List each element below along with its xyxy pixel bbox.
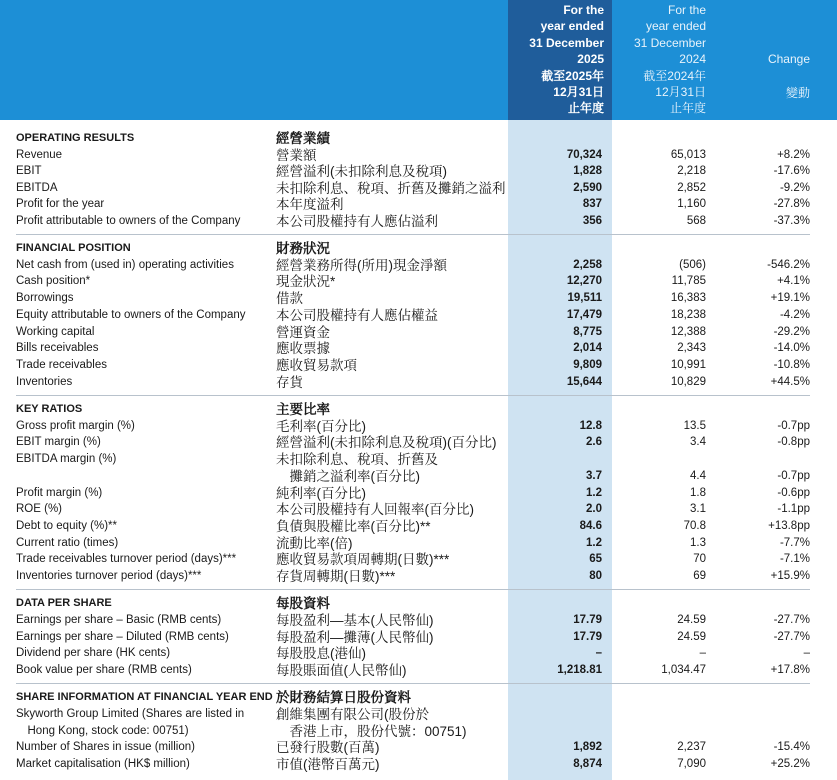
section-title-en: OPERATING RESULTS <box>16 132 135 144</box>
row-label-zh: 純利率(百分比) <box>276 485 366 501</box>
row-label-zh: 本公司股權持有人應佔權益 <box>276 307 438 323</box>
row-label-en: Debt to equity (%)** <box>16 519 117 532</box>
row-label-en: Trade receivables <box>16 358 107 371</box>
value-2024: 2,852 <box>677 181 706 194</box>
section-title-zh: 每股資料 <box>276 596 330 611</box>
table-row <box>0 273 837 290</box>
value-2025: 2,014 <box>573 342 602 355</box>
section-title-zh: 主要比率 <box>276 402 330 417</box>
value-2025: 70,324 <box>566 148 602 161</box>
value-2024: (506) <box>679 258 706 271</box>
value-2024: 70.8 <box>683 519 706 532</box>
row-label-zh: 本公司股權持有人應佔溢利 <box>276 214 438 229</box>
value-2024: 16,383 <box>670 292 706 305</box>
row-label-en: Profit for the year <box>16 198 105 211</box>
row-label-en: EBIT margin (%) <box>16 436 101 449</box>
row-label-zh: 應收票據 <box>276 341 330 357</box>
table-row <box>0 468 837 485</box>
row-label-en: Book value per share (RMB cents) <box>16 664 192 677</box>
row-label-zh: 已發行股數(百萬) <box>276 740 380 756</box>
value-change: -27.8% <box>773 198 810 211</box>
section-heading <box>0 689 837 706</box>
section-heading <box>0 130 837 147</box>
row-label-zh: 經營溢利(未扣除利息及稅項) <box>276 164 447 180</box>
value-2024: 2,237 <box>677 741 706 754</box>
row-label-en: Inventories turnover period (days)*** <box>16 570 202 582</box>
row-label-en: Inventories <box>16 375 73 388</box>
row-label-zh: 每股盈利—基本(人民幣仙) <box>276 612 434 628</box>
table-row <box>0 163 837 180</box>
row-label-en: Bills receivables <box>16 342 99 355</box>
value-change: -15.4% <box>773 741 810 754</box>
section-title-en: FINANCIAL POSITION <box>16 242 131 254</box>
row-label-en: Trade receivables turnover period (days)*** <box>16 553 237 566</box>
row-label-zh: 創維集團有限公司(股份於 <box>276 706 429 722</box>
value-2025: 1.2 <box>586 486 602 499</box>
value-2024: 2,218 <box>677 165 706 178</box>
row-label-en: Net cash from (used in) operating activities <box>16 258 234 271</box>
value-change: -0.8pp <box>777 436 810 449</box>
value-2024: 7,090 <box>677 758 706 771</box>
value-2024: 3.4 <box>690 436 706 449</box>
value-change: -27.7% <box>773 630 810 643</box>
row-label-zh: 本年度溢利 <box>276 197 344 213</box>
value-change: -7.1% <box>779 553 810 566</box>
row-label-zh: 未扣除利息、稅項、折舊及攤銷之溢利 <box>276 180 506 196</box>
row-label-en: Profit margin (%) <box>16 486 103 499</box>
value-2025: 12.8 <box>579 419 602 432</box>
row-label-en: EBITDA <box>16 181 58 194</box>
row-label-zh: 存貨 <box>276 374 303 390</box>
value-2025: 65 <box>589 553 602 566</box>
value-2025: 2.6 <box>586 436 602 449</box>
value-change: -7.7% <box>779 536 810 549</box>
value-2025: 2,590 <box>573 181 602 194</box>
row-label-zh: 營業額 <box>276 147 317 163</box>
section-heading <box>0 240 837 257</box>
value-2025: 8,775 <box>573 325 602 338</box>
row-label-en: Earnings per share – Diluted (RMB cents) <box>16 630 229 643</box>
section-title-zh: 於財務結算日股份資料 <box>276 690 411 705</box>
value-change: +25.2% <box>770 758 810 771</box>
row-label-en: Earnings per share – Basic (RMB cents) <box>16 613 222 626</box>
table-row <box>0 307 837 324</box>
table-row <box>0 196 837 213</box>
value-change: -27.7% <box>773 613 810 626</box>
value-2025: 17.79 <box>573 613 602 626</box>
table-row <box>0 518 837 535</box>
value-2024: 10,829 <box>670 375 706 388</box>
row-label-zh: 市值(港幣百萬元) <box>276 757 380 773</box>
value-2025: 8,874 <box>573 758 602 771</box>
value-2025: 15,644 <box>566 375 602 388</box>
value-change: +15.9% <box>770 570 810 582</box>
value-2024: 69 <box>693 570 706 582</box>
column-header-2024: For the year ended 31 December 2024 截至2024年 12月31日 止年度 <box>633 3 706 116</box>
value-2025: – <box>595 647 602 660</box>
value-2025: 2.0 <box>586 503 602 516</box>
row-label-zh: 攤銷之溢利率(百分比) <box>276 468 420 484</box>
value-2025: 3.7 <box>586 469 602 482</box>
row-label-zh: 每股股息(港仙) <box>276 646 366 662</box>
value-change: +17.8% <box>770 664 810 677</box>
row-label-zh: 存貨周轉期(日數)*** <box>276 569 396 584</box>
row-label-zh: 應收貿易款項周轉期(日數)*** <box>276 552 450 568</box>
value-change: -9.2% <box>779 181 810 194</box>
row-label-zh: 香港上市，股份代號：00751) <box>276 723 467 739</box>
value-change: -17.6% <box>773 165 810 178</box>
row-label-zh: 應收貿易款項 <box>276 357 357 373</box>
value-2024: 24.59 <box>677 630 706 643</box>
table-row <box>0 147 837 164</box>
value-2025: 19,511 <box>567 292 602 305</box>
row-label-en: ROE (%) <box>16 503 62 516</box>
row-label-en: Working capital <box>16 325 95 338</box>
section-title-en: SHARE INFORMATION AT FINANCIAL YEAR END <box>16 691 273 703</box>
value-2024: 11,785 <box>671 275 706 288</box>
value-change: -37.3% <box>773 215 810 227</box>
row-label-zh: 經營溢利(未扣除利息及稅項)(百分比) <box>276 435 497 451</box>
table-row <box>0 451 837 468</box>
value-2024: 13.5 <box>683 419 706 432</box>
row-label-en: Revenue <box>16 148 63 161</box>
row-label-zh: 本公司股權持有人回報率(百分比) <box>276 502 474 518</box>
row-label-en: Borrowings <box>16 292 74 305</box>
header-bar <box>0 0 508 120</box>
value-2025: 1,218.81 <box>557 664 602 677</box>
section-title-en: DATA PER SHARE <box>16 597 112 609</box>
section-title-zh: 經營業績 <box>276 131 330 146</box>
section-heading <box>0 595 837 612</box>
value-2024: 18,238 <box>670 308 706 321</box>
table-row <box>0 629 837 646</box>
section-divider <box>16 683 810 684</box>
table-row <box>0 290 837 307</box>
section-heading <box>0 401 837 418</box>
value-2024: 568 <box>686 215 706 227</box>
table-row <box>0 485 837 502</box>
value-2025: 17.79 <box>573 630 602 643</box>
value-2024: 3.1 <box>690 503 706 516</box>
row-label-en: Skyworth Group Limited (Shares are listed in <box>16 707 245 720</box>
value-2024: 12,388 <box>670 325 706 338</box>
value-change: -0.7pp <box>777 469 810 482</box>
table-row <box>0 723 837 740</box>
value-change: -0.7pp <box>777 419 810 432</box>
table-row <box>0 324 837 341</box>
value-change: -29.2% <box>773 325 810 338</box>
row-label-en: EBITDA margin (%) <box>16 453 117 466</box>
section-divider <box>16 589 810 590</box>
table-row <box>0 357 837 374</box>
value-2025: 2,258 <box>573 258 602 271</box>
table-row <box>0 612 837 629</box>
row-label-en: Profit attributable to owners of the Company <box>16 215 241 227</box>
row-label-zh: 流動比率(倍) <box>276 535 353 551</box>
value-2024: 10,991 <box>670 358 706 371</box>
row-label-zh: 未扣除利息、稅項、折舊及 <box>276 452 438 468</box>
table-row <box>0 374 837 391</box>
section-title-zh: 財務狀況 <box>276 241 330 256</box>
table-row <box>0 180 837 197</box>
value-change: – <box>803 647 810 660</box>
table-row <box>0 706 837 723</box>
value-change: +44.5% <box>770 375 810 388</box>
row-label-zh: 毛利率(百分比) <box>276 418 366 434</box>
value-change: -4.2% <box>779 308 810 321</box>
value-2024: 65,013 <box>670 148 706 161</box>
row-label-en: Gross profit margin (%) <box>16 419 135 432</box>
value-2024: 1,160 <box>677 198 706 211</box>
value-2024: 70 <box>693 553 706 566</box>
column-header-change: Change 變動 <box>767 52 810 101</box>
value-2025: 12,270 <box>566 275 602 288</box>
table-row <box>0 257 837 274</box>
value-2024: 1.3 <box>690 536 706 549</box>
table-row <box>0 756 837 773</box>
row-label-zh: 負債與股權比率(百分比)** <box>276 518 431 534</box>
column-header-2025: For the year ended 31 December 2025 截至2025年 12月31日 止年度 <box>529 3 604 116</box>
table-row <box>0 213 837 230</box>
table-row <box>0 739 837 756</box>
value-change: +8.2% <box>777 148 810 161</box>
row-label-zh: 營運資金 <box>276 324 330 340</box>
value-2025: 1,828 <box>573 165 602 178</box>
value-2025: 837 <box>582 198 602 211</box>
section-divider <box>16 395 810 396</box>
table-row <box>0 645 837 662</box>
row-label-zh: 借款 <box>276 291 303 307</box>
value-change: -1.1pp <box>777 503 810 516</box>
value-2024: 24.59 <box>677 613 706 626</box>
value-2024: 1,034.47 <box>661 664 706 677</box>
value-change: -10.8% <box>773 358 810 371</box>
value-2025: 9,809 <box>573 358 602 371</box>
value-change: +4.1% <box>777 275 810 288</box>
row-label-en: Equity attributable to owners of the Company <box>16 308 246 321</box>
value-change: -14.0% <box>773 342 810 355</box>
row-label-zh: 現金狀況* <box>276 274 336 290</box>
row-label-en: EBIT <box>16 165 42 178</box>
value-change: -0.6pp <box>777 486 810 499</box>
value-change: +13.8pp <box>768 519 810 532</box>
value-2025: 1,892 <box>573 741 602 754</box>
table-row <box>0 501 837 518</box>
row-label-en: Market capitalisation (HK$ million) <box>16 758 190 771</box>
value-2025: 356 <box>582 215 602 227</box>
value-2025: 1.2 <box>586 536 602 549</box>
table-row <box>0 340 837 357</box>
table-row <box>0 568 837 585</box>
row-label-en: Cash position* <box>16 275 91 288</box>
row-label-zh: 每股賬面值(人民幣仙) <box>276 663 407 679</box>
table-row <box>0 551 837 568</box>
value-change: +19.1% <box>770 292 810 305</box>
table-row <box>0 434 837 451</box>
row-label-zh: 經營業務所得(所用)現金淨額 <box>276 257 447 273</box>
value-2024: – <box>699 647 706 660</box>
value-2025: 84.6 <box>579 519 602 532</box>
value-2025: 17,479 <box>566 308 602 321</box>
value-2024: 4.4 <box>690 469 706 482</box>
row-label-en: Hong Kong, stock code: 00751) <box>16 724 189 737</box>
section-title-en: KEY RATIOS <box>16 403 83 415</box>
table-row <box>0 535 837 552</box>
section-divider <box>16 234 810 235</box>
row-label-en: Dividend per share (HK cents) <box>16 647 171 660</box>
table-row <box>0 418 837 435</box>
value-2024: 2,343 <box>677 342 706 355</box>
row-label-en: Current ratio (times) <box>16 536 119 549</box>
row-label-en: Number of Shares in issue (million) <box>16 741 195 754</box>
row-label-zh: 每股盈利—攤薄(人民幣仙) <box>276 629 434 645</box>
value-change: -546.2% <box>767 258 810 271</box>
value-2024: 1.8 <box>690 486 706 499</box>
value-2025: 80 <box>589 570 602 582</box>
table-row <box>0 662 837 679</box>
